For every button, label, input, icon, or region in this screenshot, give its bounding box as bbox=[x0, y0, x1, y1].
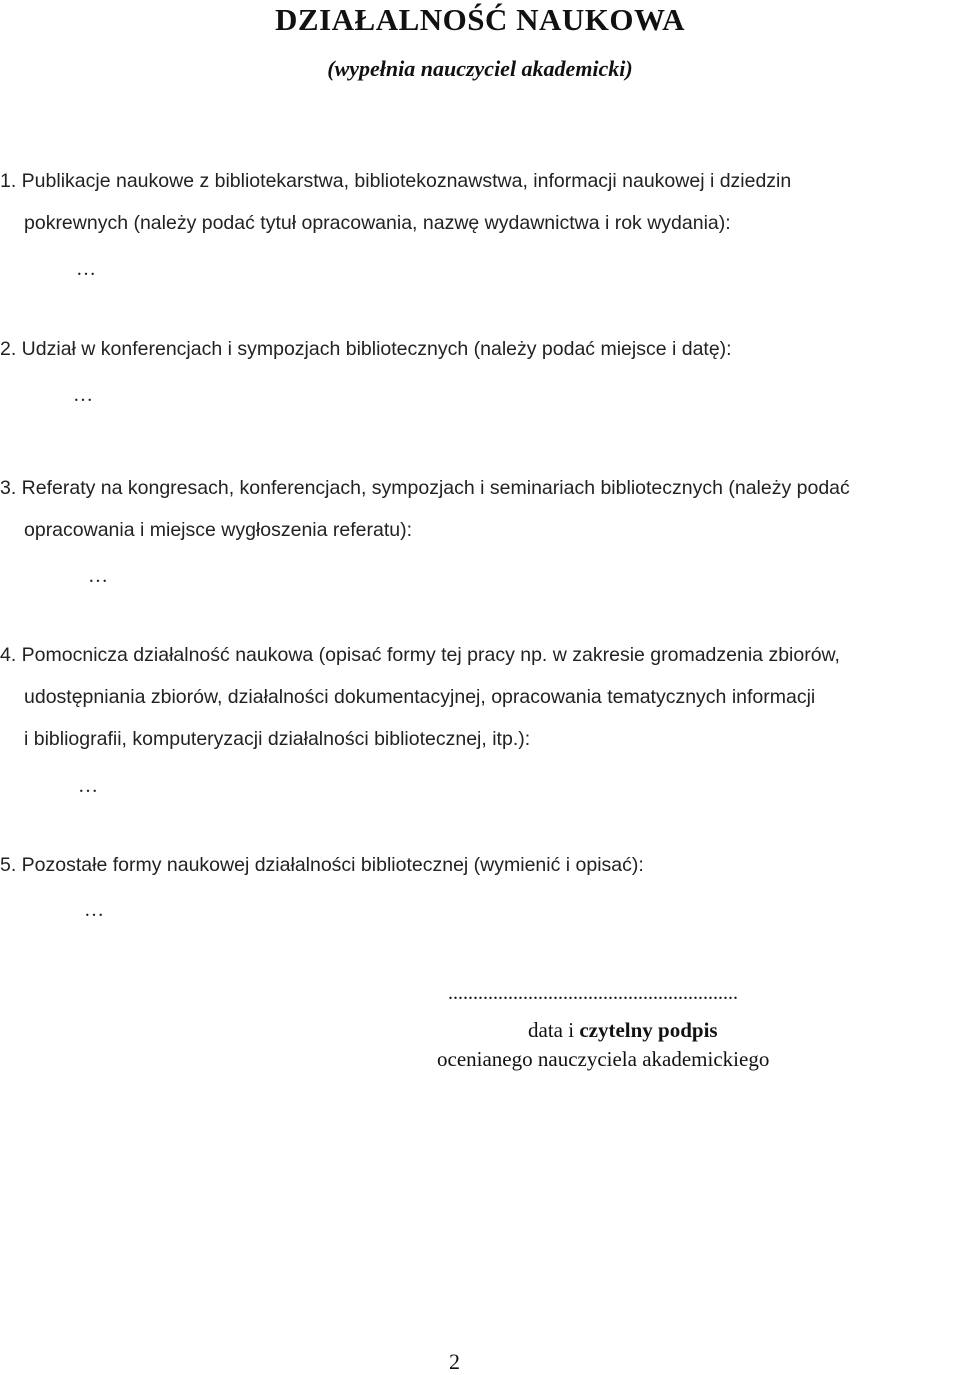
signature-caption bbox=[0, 1018, 960, 1043]
section-4-auxiliary-activity bbox=[0, 634, 960, 760]
page-number: 2 bbox=[449, 1349, 460, 1374]
section-2-line-1: 2. Udział w konferencjach i sympozjach bibliotecznych (należy podać miejsce i datę): bbox=[0, 338, 732, 360]
section-3-line-2: opracowania i miejsce wygłoszenia referatu): bbox=[24, 519, 413, 541]
section-4-line-3: i bibliografii, komputeryzacji działalności bibliotecznej, itp.): bbox=[24, 728, 531, 750]
section-1-answer-placeholder: … bbox=[76, 258, 96, 280]
section-3-line-1: 3. Referaty na kongresach, konferencjach, sympozjach i seminariach bibliotecznych (należy podać bbox=[0, 477, 850, 499]
section-1-line-1: 1. Publikacje naukowe z bibliotekarstwa, bibliotekoznawstwa, informacji naukowej i dziedzin bbox=[0, 170, 792, 192]
page-subtitle: (wypełnia nauczyciel akademicki) bbox=[327, 56, 633, 81]
section-4-line-1: 4. Pomocnicza działalność naukowa (opisać formy tej pracy np. w zakresie gromadzenia zbiorów, bbox=[0, 644, 840, 666]
signature-line: .......................................................... bbox=[448, 982, 738, 1004]
section-5-other-forms bbox=[0, 844, 960, 886]
section-4-line-2: udostępniania zbiorów, działalności dokumentacyjnej, opracowania tematycznych informacji bbox=[24, 686, 816, 708]
section-5-answer-placeholder: … bbox=[84, 899, 104, 921]
page-title: DZIAŁALNOŚĆ NAUKOWA bbox=[275, 2, 685, 37]
section-2-conferences bbox=[0, 328, 960, 370]
section-3-papers bbox=[0, 467, 960, 551]
section-4-answer-placeholder: … bbox=[78, 775, 98, 797]
section-1-publications bbox=[0, 160, 960, 244]
signature-caption-bold: czytelny podpis bbox=[579, 1018, 718, 1042]
section-1-line-2: pokrewnych (należy podać tytuł opracowania, nazwę wydawnictwa i rok wydania): bbox=[24, 212, 731, 234]
signature-caption-role: ocenianego nauczyciela akademickiego bbox=[437, 1047, 770, 1071]
section-2-answer-placeholder: … bbox=[73, 384, 93, 406]
section-5-line-1: 5. Pozostałe formy naukowej działalności bibliotecznej (wymienić i opisać): bbox=[0, 854, 644, 876]
section-3-answer-placeholder: … bbox=[88, 565, 108, 587]
signature-caption-prefix: data i bbox=[528, 1018, 580, 1042]
